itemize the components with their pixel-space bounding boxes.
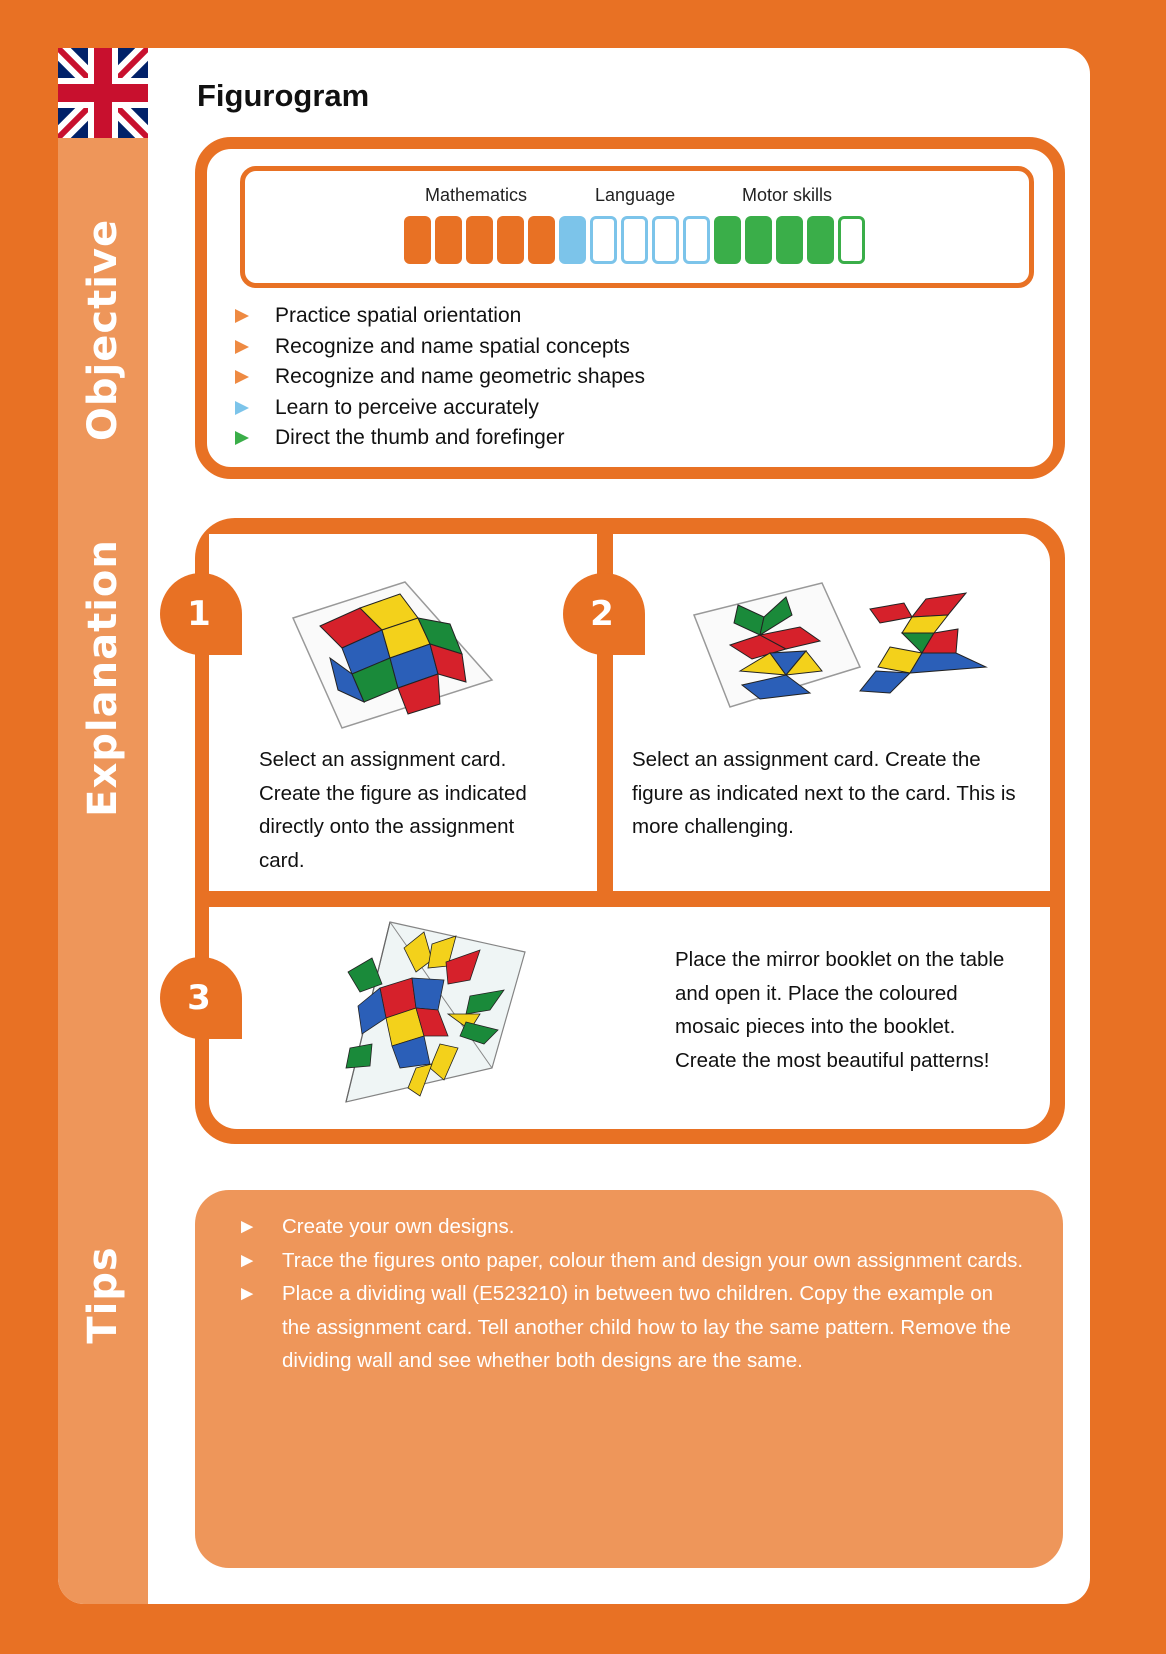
step-badge-1: 1 [160,573,242,655]
mirror-booklet-image [320,918,530,1118]
bullet-arrow-icon [235,340,249,354]
skill-pill [404,216,431,264]
assignment-card-with-pieces-image [690,575,1005,715]
assignment-card-image [290,578,495,730]
tips-list [237,1210,1027,1378]
skill-pill [652,216,679,264]
side-label-tips: Tips [80,1246,126,1344]
skill-label-language: Language [595,185,676,205]
skill-pill [621,216,648,264]
step-badge-2: 2 [563,573,645,655]
skill-pill [714,216,741,264]
bullet-arrow-icon [235,370,249,384]
step-2-text: Select an assignment card. Create the figure as indicated next to the card. This is more challenging. [632,748,1016,838]
skill-pill [497,216,524,264]
list-item: ► Create your own designs. [237,1210,1027,1244]
skill-pill [745,216,772,264]
bullet-arrow-icon [235,431,249,445]
bullet-arrow-icon [235,309,249,323]
skill-pill [838,216,865,264]
side-label-objective: Objective [80,218,126,442]
skill-pill [683,216,710,264]
list-item: ► Trace the figures onto paper, colour them and design your own assignment cards. [237,1244,1027,1278]
skill-pill [528,216,555,264]
skill-pill [776,216,803,264]
step-3-text: Place the mirror booklet on the table and open it. Place the coloured mosaic pieces into the booklet. Create the most beautiful patterns! [675,948,1005,1072]
bullet-arrow-icon: ► [237,1248,258,1272]
bullet-arrow-icon [235,401,249,415]
list-item: ► Place a dividing wall (E523210) in between two children. Copy the example on the assignment card. Tell another child how to lay the same pattern. Remove the dividing wall and see whether both designs are the same. [237,1277,1027,1378]
skill-label-motor: Motor skills [742,185,833,205]
skill-pill [807,216,834,264]
side-label-explanation: Explanation [80,539,126,817]
uk-flag-icon [58,48,148,138]
step-badge-3: 3 [160,957,242,1039]
bullet-arrow-icon: ► [237,1215,258,1238]
skill-pill [466,216,493,264]
skill-pill [590,216,617,264]
step-1-text: Select an assignment card. Create the figure as indicated directly onto the assignment card. [259,748,527,872]
skill-pill [435,216,462,264]
bullet-arrow-icon: ► [237,1282,258,1305]
skill-pill [559,216,586,264]
skill-label-mathematics: Mathematics [425,185,528,205]
page-title: Figurogram [197,78,370,113]
